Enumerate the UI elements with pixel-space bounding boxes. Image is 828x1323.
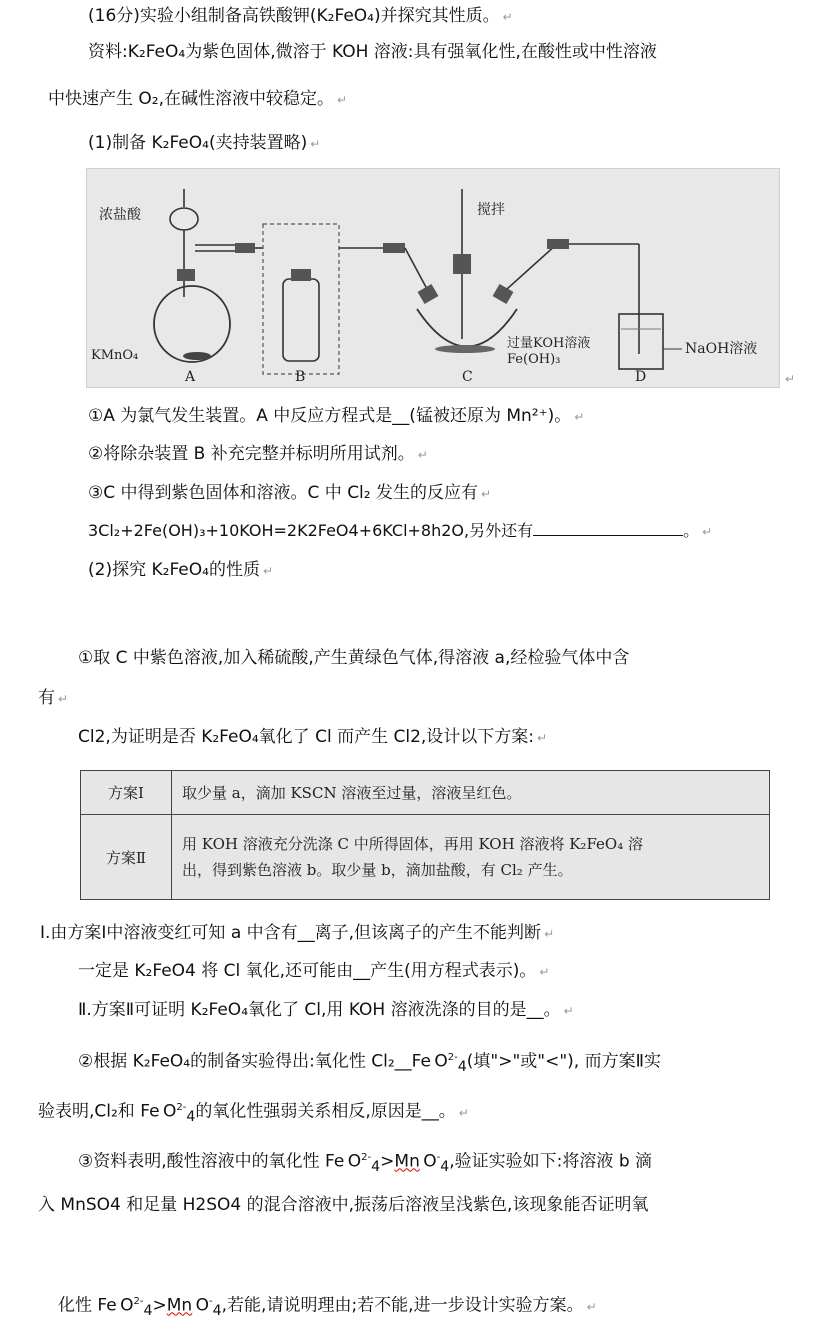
info-line-2: 中快速产生 O₂,在碱性溶液中较稳定。 ↵ [48,89,348,109]
label-stir: 搅拌 [477,202,505,218]
apparatus-drawing [87,169,779,387]
q2-sub1-line1: ①取 C 中紫色溶液,加入稀硫酸,产生黄绿色气体,得溶液 a,经检验气体中含 [78,648,630,668]
label-naoh: NaOH溶液 [685,341,758,357]
q2-sub2-line1: ②根据 K₂FeO₄的制备实验得出:氧化性 Cl₂__Fe $O^{2-}_4$(填">"或"<"), 而方案Ⅱ实 [78,1051,661,1076]
label-excess-koh: 过量KOH溶液 [507,336,591,351]
q1-sub1: ①A 为氯气发生装置。A 中反应方程式是__(锰被还原为 Mn²⁺)。 ↵ [88,406,585,426]
q1-sub2: ②将除杂装置 B 补充完整并标明所用试剂。 ↵ [88,444,428,464]
part2-heading: (2)探究 K₂FeO₄的性质 ↵ [88,560,274,580]
q2-sub3-line1: ③资料表明,酸性溶液中的氧化性 Fe $O^{2-}_4>Mn$ $O^-_4$,验证实验如下:将溶液 b 滴 [78,1151,653,1176]
q2-i-line2: 一定是 K₂FeO4 将 Cl 氧化,还可能由__产生(用方程式表示)。 ↵ [78,961,550,981]
label-B: B [295,369,306,385]
q2-i-line1: Ⅰ.由方案Ⅰ中溶液变红可知 a 中含有__离子,但该离子的产生不能判断 ↵ [40,923,555,943]
q2-sub3-line2: 入 MnSO4 和足量 H2SO4 的混合溶液中,振荡后溶液呈浅紫色,该现象能否证明氧 [38,1195,649,1215]
scheme-name: 方案Ⅱ [81,815,172,900]
scheme-text-line: 出，得到紫色溶液 b。取少量 b，滴加盐酸，有 Cl₂ 产生。 [182,861,573,880]
answer-blank[interactable] [533,519,683,536]
table-row [81,771,770,815]
label-D: D [635,369,647,385]
question-header: (16分)实验小组制备高铁酸钾(K₂FeO₄)并探究其性质。 ↵ [88,6,513,26]
return-mark: ↵ [785,372,796,386]
label-kmno4: KMnO₄ [91,348,139,363]
scheme-text [172,815,770,900]
scheme-text: 取少量 a，滴加 KSCN 溶液至过量，溶液呈红色。 [172,771,770,815]
q2-sub2-line2: 验表明,Cl₂和 Fe $O^{2-}_4$的氧化性强弱关系相反,原因是__。 ↵ [38,1101,469,1126]
label-conc-hcl: 浓盐酸 [99,207,141,223]
q1-sub3-equation: 3Cl₂+2Fe(OH)₃+10KOH=2K2FeO4+6KCl+8h2O,另外还有 。 ↵ [88,521,713,540]
label-C: C [462,369,473,385]
q2-sub1-line3: Cl2,为证明是否 K₂FeO₄氧化了 Cl 而产生 Cl2,设计以下方案: ↵ [78,727,548,747]
scheme-name: 方案Ⅰ [81,771,172,815]
part1-heading: (1)制备 K₂FeO₄(夹持装置略) ↵ [88,133,321,153]
label-feoh3: Fe(OH)₃ [507,352,561,367]
table-row [81,815,770,900]
scheme-text-line: 用 KOH 溶液充分洗涤 C 中所得固体，再用 KOH 溶液将 K₂FeO₄ 溶 [182,835,643,854]
q1-sub3: ③C 中得到紫色固体和溶液。C 中 Cl₂ 发生的反应有 ↵ [88,483,492,503]
scheme-table [80,770,770,900]
apparatus-diagram [86,168,780,388]
info-line-1: 资料:K₂FeO₄为紫色固体,微溶于 KOH 溶液:具有强氧化性,在酸性或中性溶液 [88,42,657,62]
q2-sub1-line2: 有 ↵ [38,688,69,708]
q2-sub3-line3: 化性 Fe $O^{2-}_4>Mn$ $O^-_4$,若能,请说明理由;若不能,进一步设计实验方案。 ↵ [58,1295,597,1320]
q2-ii-line: Ⅱ.方案Ⅱ可证明 K₂FeO₄氧化了 Cl,用 KOH 溶液洗涤的目的是__。 ↵ [78,1000,574,1020]
label-A: A [185,369,196,385]
